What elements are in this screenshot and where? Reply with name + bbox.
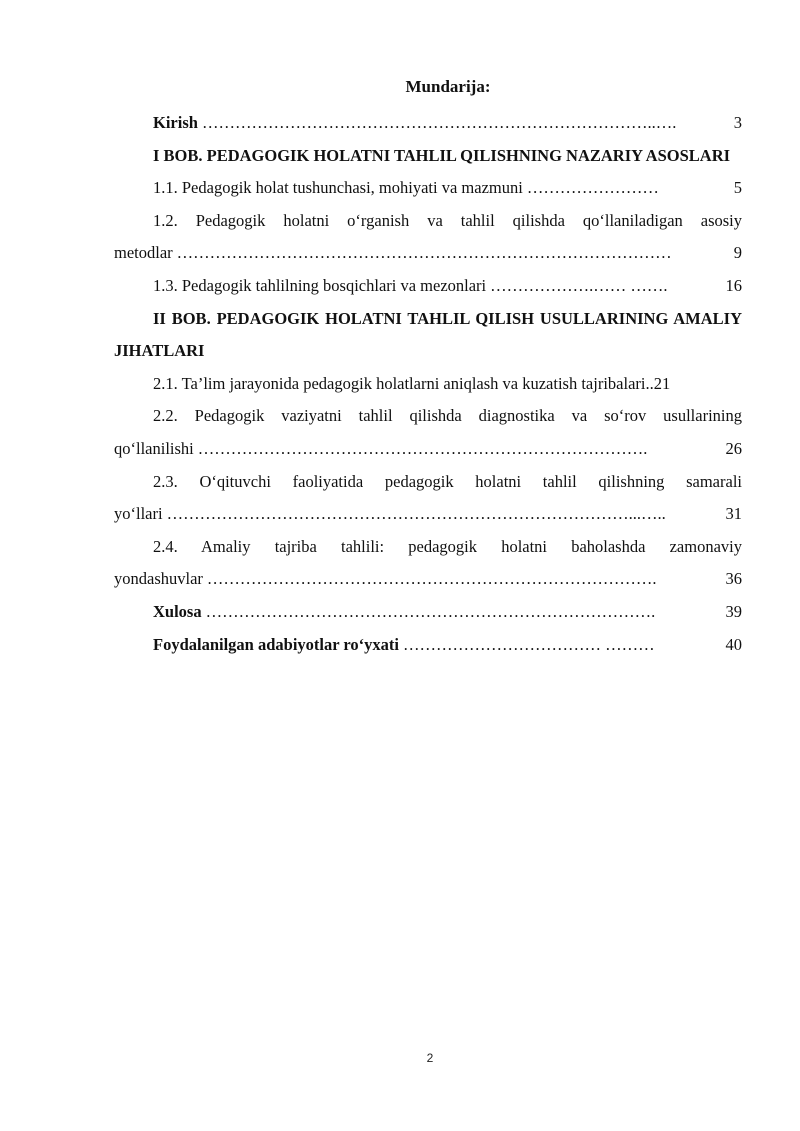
dot-leader: ……………………………………………………………………….: [205, 601, 656, 621]
toc-page-number: 39: [725, 601, 742, 621]
toc-page-number: 31: [725, 504, 742, 524]
dot-leader: ……………….…… …….: [490, 275, 668, 295]
toc-entry-line2: [114, 563, 742, 596]
toc-chapter-2-heading[interactable]: II BOB. PEDAGOGIK HOLATNI TAHLIL QILISH USULLARINING AMALIY JIHATLARI: [114, 308, 742, 361]
toc-entry-1-3[interactable]: [114, 270, 742, 303]
toc-entry-adabiyotlar[interactable]: [114, 629, 742, 662]
toc-entry-xulosa[interactable]: [114, 596, 742, 629]
toc-entry-label: Foydalanilgan adabiyotlar ro‘yxati: [153, 634, 400, 654]
toc-entry-2-4[interactable]: [114, 531, 742, 596]
toc-entry-label-line2: yondashuvlar: [114, 569, 203, 589]
toc-entry-line2: [114, 498, 742, 531]
toc-page-number: 21: [653, 373, 671, 393]
toc-entry-label: 2.1. Ta’lim jarayonida pedagogik holatlarni aniqlash va kuzatish tajribalari: [153, 373, 646, 393]
toc-entry-label: 1.1. Pedagogik holat tushunchasi, mohiyati va mazmuni: [153, 178, 523, 198]
toc-page-number: 40: [725, 634, 742, 654]
toc-page-number: 3: [733, 113, 742, 132]
toc-entry-label-line1: 2.3. O‘qituvchi faoliyatida pedagogik holatni tahlil qilishning samarali: [153, 471, 742, 491]
toc-page-number: 9: [733, 243, 742, 263]
dot-leader: …………………………………………………………………………...…..: [166, 504, 666, 524]
dot-leader: ……………………: [526, 178, 659, 198]
toc-entry-line2: [114, 433, 742, 466]
toc-page-number: 36: [725, 569, 742, 589]
dot-leader: ……………………………………………………………………….: [206, 569, 657, 589]
dot-leader: ..: [645, 373, 654, 393]
toc-entry-line2: [114, 237, 742, 270]
toc-entry-label: 1.3. Pedagogik tahlilning bosqichlari va mezonlari: [153, 275, 487, 295]
toc-entry-2-3[interactable]: [114, 466, 742, 531]
dot-leader: ……………………………………………………………………….: [197, 438, 648, 458]
toc-title: Mundarija:: [405, 77, 491, 96]
toc-entry-2-1[interactable]: [114, 368, 742, 401]
toc-entry-1-1[interactable]: [114, 172, 742, 205]
toc-entry-label: Xulosa: [153, 601, 202, 621]
dot-leader: ………………………………………………………………………………: [176, 243, 672, 263]
table-of-contents: [114, 107, 742, 661]
toc-entry-label-line1: 2.4. Amaliy tajriba tahlili: pedagogik holatni baholashda zamonaviy: [153, 536, 742, 556]
toc-entry-label-line2: metodlar: [114, 243, 173, 263]
toc-entry-label-line1: 1.2. Pedagogik holatni o‘rganish va tahlil qilishda qo‘llaniladigan asosiy: [153, 210, 742, 230]
toc-entry-2-2[interactable]: [114, 400, 742, 465]
toc-entry-label: Kirish: [153, 113, 198, 132]
toc-entry-label-line1: 2.2. Pedagogik vaziyatni tahlil qilishda diagnostika va so‘rov usullarining: [153, 406, 742, 426]
dot-leader: ……………………………… ………: [403, 634, 655, 654]
toc-entry-1-2[interactable]: [114, 205, 742, 270]
toc-entry-label-line2: yo‘llari: [114, 504, 163, 524]
toc-page-number: 16: [725, 275, 742, 295]
toc-chapter-1-heading[interactable]: I BOB. PEDAGOGIK HOLATNI TAHLIL QILISHNING NAZARIY ASOSLARI: [153, 145, 731, 165]
page-number: 2: [426, 1051, 434, 1065]
toc-page-number: 5: [733, 178, 742, 198]
toc-entry-label-line2: qo‘llanilishi: [114, 438, 194, 458]
toc-entry-kirish[interactable]: [114, 107, 742, 140]
toc-page-number: 26: [725, 438, 742, 458]
dot-leader: ………………………………………………………………………..….: [201, 113, 677, 132]
